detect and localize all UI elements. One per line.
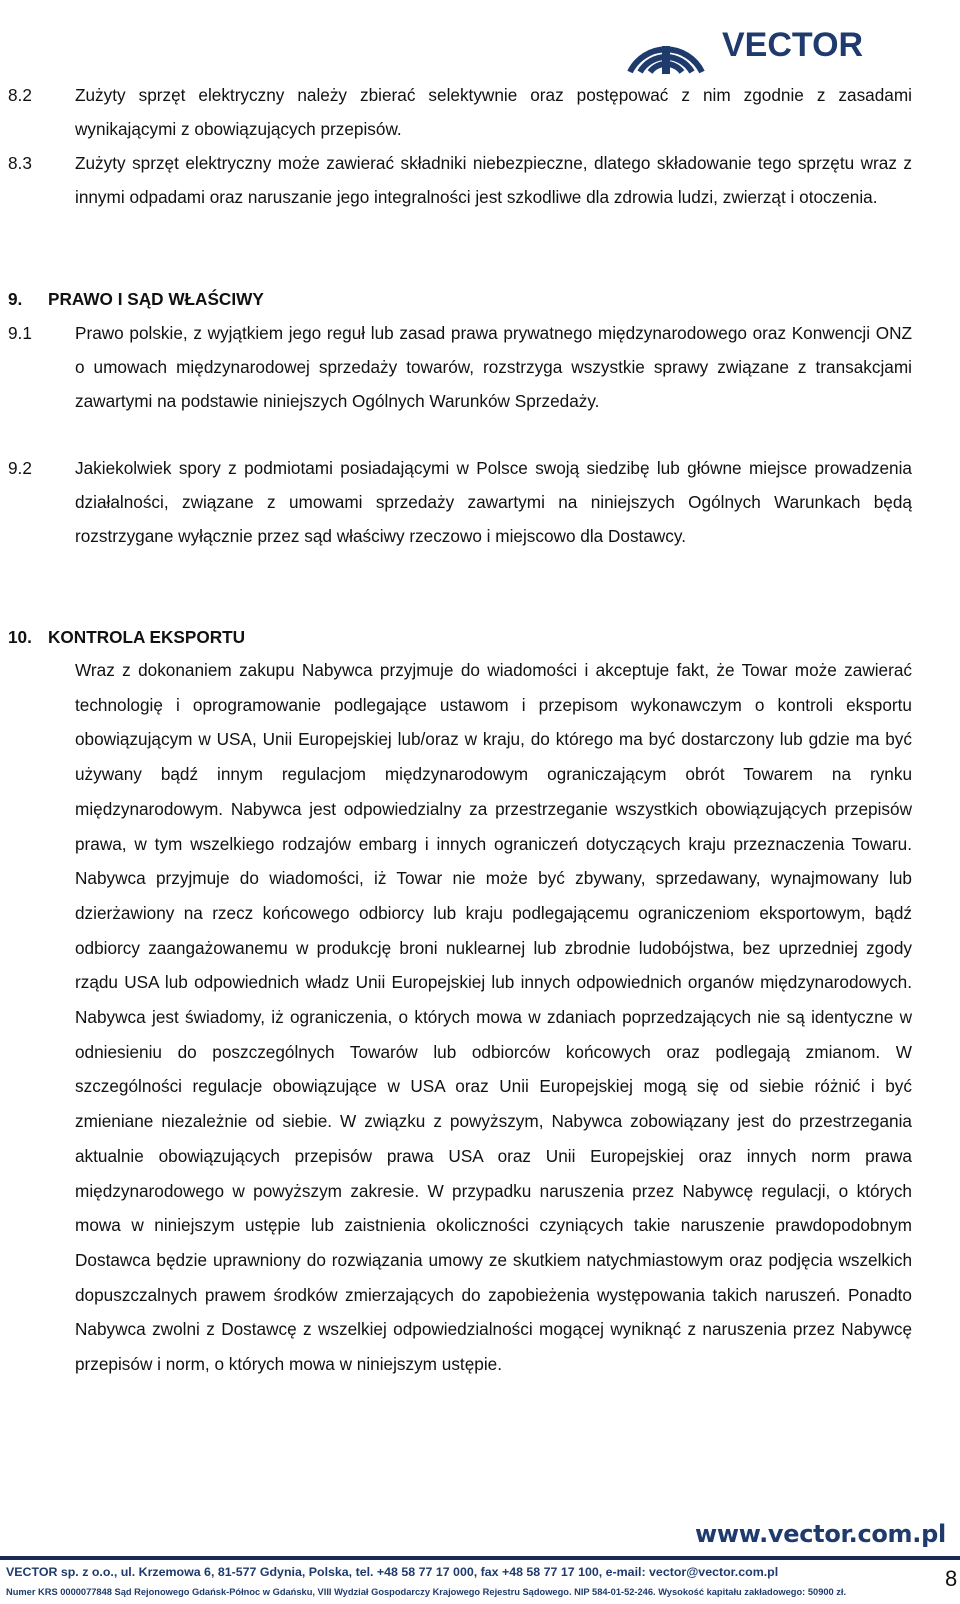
vector-logo	[622, 6, 922, 76]
item-8-2	[8, 78, 912, 146]
section-title: PRAWO I SĄD WŁAŚCIWY	[48, 289, 264, 309]
section-number: 9.	[8, 289, 23, 309]
section-heading-10	[8, 620, 245, 654]
item-text: Zużyty sprzęt elektryczny należy zbierać selektywnie oraz postępować z nim zgodnie z zasadami wynikającymi z obowiązujących przepisów.	[75, 85, 912, 140]
footer-registry-info: Numer KRS 0000077848 Sąd Rejonowego Gdańsk-Północ w Gdańsku, VIII Wydział Gospodarczy Krajowego Rejestru Sądowego. NIP 584-01-52-246. Wysokość kapitału zakładowego: 50900 zł.	[6, 1587, 847, 1597]
section-10-paragraph: Wraz z dokonaniem zakupu Nabywca przyjmuje do wiadomości i akceptuje fakt, że Towar może zawierać technologię i oprogramowanie podlegające ustawom i przepisom wykonawczym o kontroli eksportu obowiązującym w USA, Unii Europejskiej lub/oraz w kraju, do którego ma być dostarczony lub gdzie ma być używany bądź innym regulacjom międzynarodowym ograniczającym obrót Towarem na rynku międzynarodowym. Nabywca jest odpowiedzialny za przestrzeganie wszystkich obowiązujących przepisów prawa, w tym wszelkiego rodzajów embarg i innych ograniczeń dotyczących kraju przeznaczenia Towaru. Nabywca przyjmuje do wiadomości, iż Towar nie może być zbywany, sprzedawany, wynajmowany lub dzierżawiony na rzecz końcowego odbiorcy lub kraju podlegającemu ograniczeniom eksportowym, bądź odbiorcy zaangażowanemu w produkcję broni nuklearnej lub zbrodnie ludobójstwa, bez uprzedniej zgody rządu USA lub odpowiednich władz Unii Europejskiej lub innych odpowiednich organów międzynarodowych. Nabywca jest świadomy, iż ograniczenia, o których mowa w zdaniach poprzedzających nie są identyczne w odniesieniu do poszczególnych Towarów lub odbiorców końcowych oraz podlegają zmianom. W szczególności regulacje obowiązujące w USA oraz Unii Europejskiej mogą się od siebie różnić i być zmieniane niezależnie od siebie. W związku z powyższym, Nabywca zobowiązany jest do przestrzegania aktualnie obowiązujących przepisów prawa USA oraz Unii Europejskiej oraz innych norm prawa międzynarodowego w powyższym zakresie. W przypadku naruszenia przez Nabywcę regulacji, o których mowa w niniejszym ustępie lub zaistnienia okoliczności czyniących takie naruszenie prawdopodobnym Dostawca będzie uprawniony do rozwiązania umowy ze skutkiem natychmiastowym oraz podjęcia wszelkich dopuszczalnych prawem środków zmierzających do zapobieżenia występowania takich naruszeń. Ponadto Nabywca zwolni z Dostawcę z wszelkiej odpowiedzialności mogącej wyniknąć z naruszenia przez Nabywcę przepisów i norm, o których mowa w niniejszym ustępie.	[75, 660, 912, 1375]
page-number: 8	[945, 1566, 958, 1591]
item-number: 9.2	[8, 458, 32, 478]
website-link[interactable]: www.vector.com.pl	[695, 1520, 946, 1548]
item-number: 8.2	[8, 85, 32, 105]
item-9-1	[8, 316, 912, 419]
logo-text: VECTOR	[722, 26, 864, 64]
section-title: KONTROLA EKSPORTU	[48, 627, 246, 647]
item-number: 9.1	[8, 323, 32, 343]
section-heading-9	[8, 282, 264, 316]
item-number: 8.3	[8, 153, 32, 173]
footer-company-info: VECTOR sp. z o.o., ul. Krzemowa 6, 81-577 Gdynia, Polska, tel. +48 58 77 17 000, fax +48 58 77 17 100, e-mail: vector@vector.com.pl	[6, 1565, 779, 1579]
vector-logo-icon	[622, 6, 922, 76]
item-text: Prawo polskie, z wyjątkiem jego reguł lub zasad prawa prywatnego międzynarodowego oraz Konwencji ONZ o umowach międzynarodowej sprzedaży towarów, rozstrzyga wszystkie sprawy związane z transakcjami zawartymi na podstawie niniejszych Ogólnych Warunków Sprzedaży.	[75, 323, 912, 412]
section-number: 10.	[8, 627, 32, 647]
item-text: Zużyty sprzęt elektryczny może zawierać składniki niebezpieczne, dlatego składowanie tego sprzętu wraz z innymi odpadami oraz naruszanie jego integralności jest szkodliwe dla zdrowia ludzi, zwierząt i otoczenia.	[75, 153, 912, 208]
item-text: Jakiekolwiek spory z podmiotami posiadającymi w Polsce swoją siedzibę lub główne miejsce prowadzenia działalności, związane z umowami sprzedaży zawartymi na niniejszych Ogólnych Warunkach będą rozstrzygane wyłącznie przez sąd właściwy rzeczowo i miejscowo dla Dostawcy.	[75, 458, 912, 547]
footer-divider	[0, 1556, 960, 1560]
item-8-3	[8, 146, 912, 214]
item-9-2	[8, 451, 912, 554]
